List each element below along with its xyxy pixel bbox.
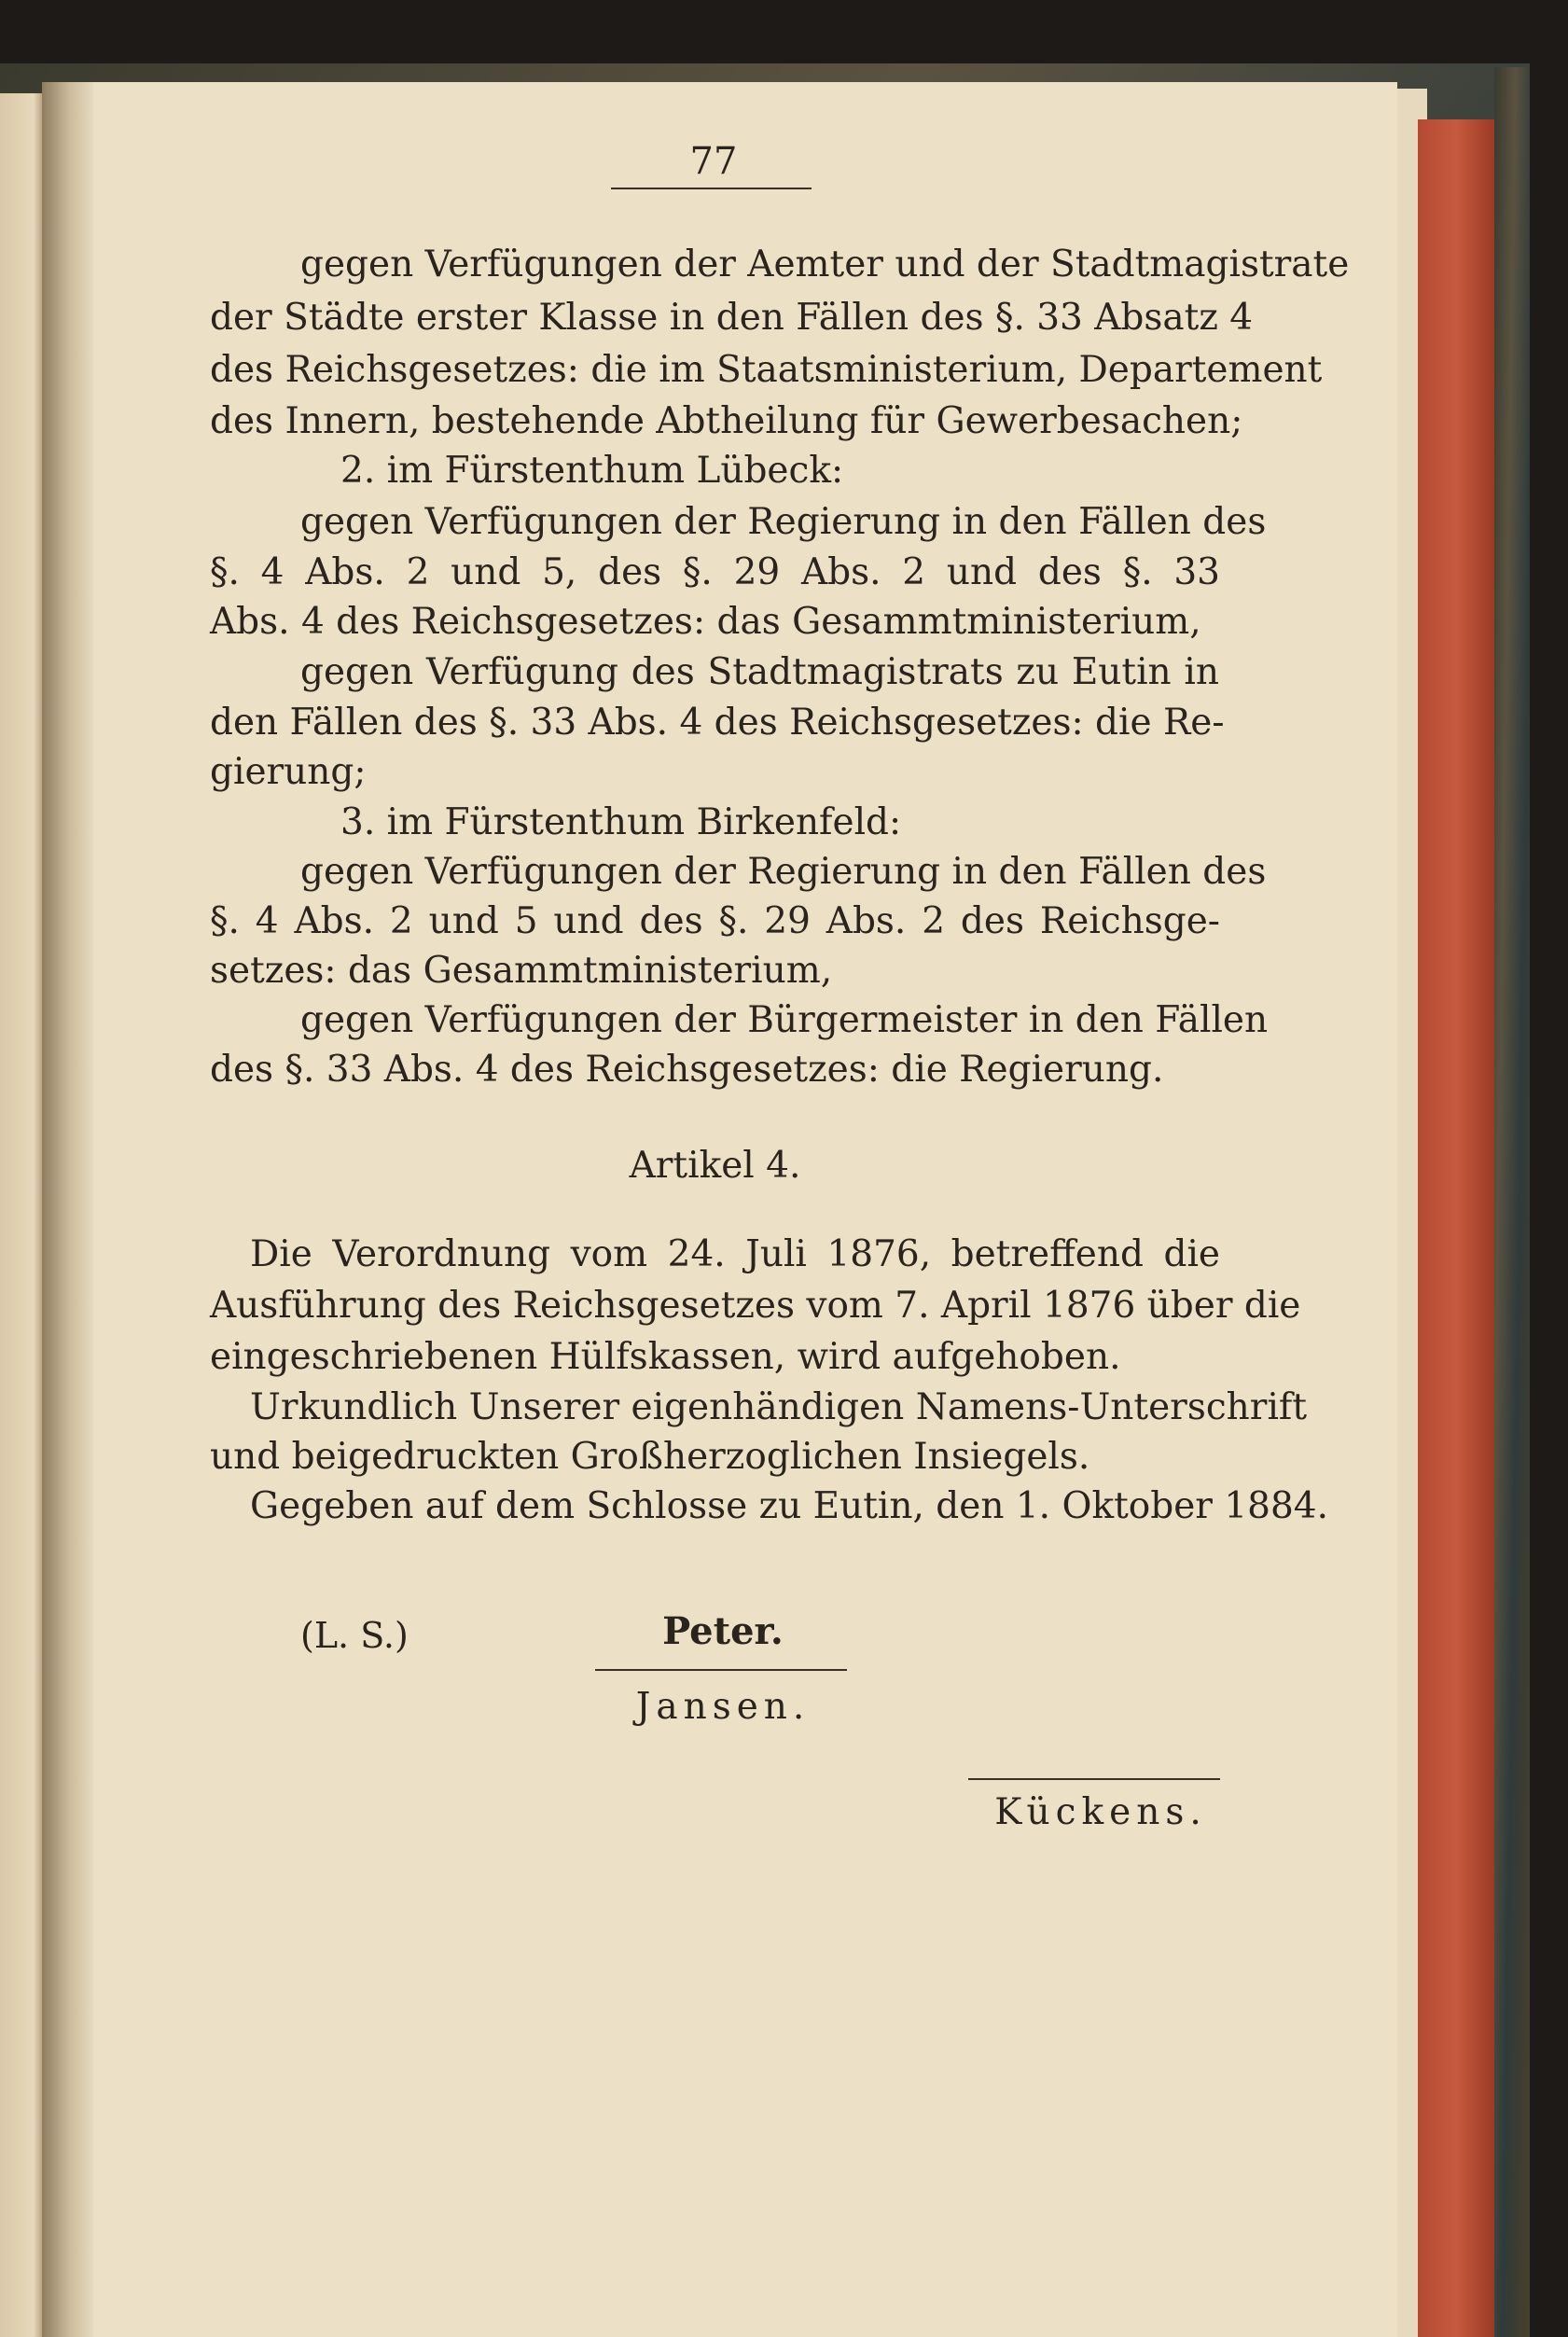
signature-rule bbox=[968, 1778, 1220, 1780]
signature-main: Peter. bbox=[662, 1609, 784, 1653]
header-rule bbox=[611, 188, 812, 189]
text-line: gierung; bbox=[210, 751, 367, 793]
text-line: gegen Verfügungen der Regierung in den Fällen des bbox=[300, 851, 1267, 893]
text-line: der Städte erster Klasse in den Fällen des §. 33 Absatz 4 bbox=[210, 297, 1254, 339]
text-line: Ausführung des Reichsgesetzes vom 7. April 1876 über die bbox=[210, 1285, 1301, 1327]
text-line: §. 4 Abs. 2 und 5, des §. 29 Abs. 2 und des §. 33 bbox=[210, 551, 1220, 593]
text-line: des §. 33 Abs. 4 des Reichsgesetzes: die Regierung. bbox=[210, 1049, 1164, 1091]
text-line: den Fällen des §. 33 Abs. 4 des Reichsgesetzes: die Re- bbox=[210, 702, 1225, 744]
text-line: Gegeben auf dem Schlosse zu Eutin, den 1. Oktober 1884. bbox=[250, 1485, 1328, 1527]
text-line: §. 4 Abs. 2 und 5 und des §. 29 Abs. 2 des Reichsge- bbox=[210, 900, 1220, 942]
text-line: Die Verordnung vom 24. Juli 1876, betreffend die bbox=[250, 1233, 1220, 1275]
text-line: Urkundlich Unserer eigenhändigen Namens-Unterschrift bbox=[250, 1386, 1308, 1428]
text-line: und beigedruckten Großherzoglichen Insiegels. bbox=[210, 1436, 1090, 1478]
signature-third: Kückens. bbox=[994, 1791, 1207, 1833]
text-line: gegen Verfügung des Stadtmagistrats zu Eutin in bbox=[300, 651, 1219, 693]
list-item-heading: 3. im Fürstenthum Birkenfeld: bbox=[340, 801, 902, 843]
text-line: gegen Verfügungen der Regierung in den Fällen des bbox=[300, 501, 1267, 543]
text-line: des Innern, bestehende Abtheilung für Gewerbesachen; bbox=[210, 400, 1243, 442]
text-line: gegen Verfügungen der Bürgermeister in den Fällen bbox=[300, 999, 1269, 1041]
article-heading: Artikel 4. bbox=[629, 1145, 801, 1187]
text-line: gegen Verfügungen der Aemter und der Stadtmagistrate bbox=[300, 243, 1350, 285]
list-item-heading: 2. im Fürstenthum Lübeck: bbox=[340, 450, 844, 492]
signature-rule bbox=[595, 1669, 847, 1671]
text-line: setzes: das Gesammtministerium, bbox=[210, 950, 833, 992]
text-line: eingeschriebenen Hülfskassen, wird aufgehoben. bbox=[210, 1336, 1121, 1378]
page-number: 77 bbox=[689, 140, 738, 183]
text-line: des Reichsgesetzes: die im Staatsministerium, Departement bbox=[210, 349, 1323, 391]
seal-notation: (L. S.) bbox=[300, 1615, 409, 1656]
signature-second: Jansen. bbox=[635, 1686, 811, 1728]
text-line: Abs. 4 des Reichsgesetzes: das Gesammtministerium, bbox=[210, 601, 1201, 643]
